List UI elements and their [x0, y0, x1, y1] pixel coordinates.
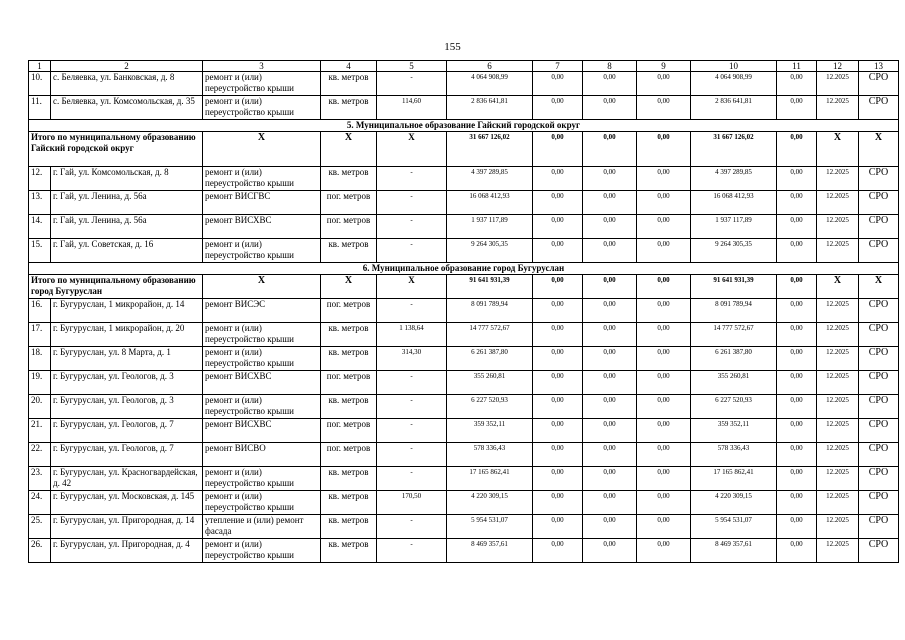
- area-cell: -: [377, 215, 447, 239]
- funding-cell: 0,00: [637, 96, 691, 120]
- other-cell: 0,00: [777, 539, 817, 563]
- section-heading-row: [29, 120, 899, 132]
- area-cell: 114,60: [377, 96, 447, 120]
- column-number-header: 4: [321, 61, 377, 72]
- fund-cell: 8 091 789,94: [691, 299, 777, 323]
- row-number: 24.: [29, 491, 51, 515]
- funding-cell: 0,00: [583, 371, 637, 395]
- deadline-cell: 12.2025: [817, 539, 859, 563]
- section-heading: 6. Муниципальное образование город Бугуруслан: [29, 263, 899, 275]
- row-number: 17.: [29, 323, 51, 347]
- row-number: 19.: [29, 371, 51, 395]
- table-row: [29, 539, 899, 563]
- unit-cell: пог. метров: [321, 191, 377, 215]
- funding-cell: 0,00: [637, 167, 691, 191]
- address-cell: с. Беляевка, ул. Комсомольская, д. 35: [51, 96, 203, 120]
- deadline-cell: 12.2025: [817, 371, 859, 395]
- column-number-header: 3: [203, 61, 321, 72]
- fund-cell: 4 220 309,15: [691, 491, 777, 515]
- unit-cell: кв. метров: [321, 239, 377, 263]
- other-cell: 0,00: [777, 347, 817, 371]
- total-cell: Х: [321, 132, 377, 167]
- funding-cell: 0,00: [583, 491, 637, 515]
- funding-cell: 0,00: [637, 299, 691, 323]
- work-type-cell: ремонт и (или) переустройство крыши: [203, 323, 321, 347]
- address-cell: г. Бугуруслан, ул. Красногвардейская, д. 42: [51, 467, 203, 491]
- table-row: [29, 323, 899, 347]
- method-cell: СРО: [859, 443, 899, 467]
- work-type-cell: ремонт и (или) переустройство крыши: [203, 239, 321, 263]
- cost-cell: 8 469 357,61: [447, 539, 533, 563]
- unit-cell: кв. метров: [321, 167, 377, 191]
- total-row: [29, 275, 899, 299]
- total-cell: 0,00: [533, 132, 583, 167]
- column-number-header: 8: [583, 61, 637, 72]
- funding-cell: 0,00: [583, 347, 637, 371]
- row-number: 11.: [29, 96, 51, 120]
- funding-cell: 0,00: [637, 491, 691, 515]
- total-cost-cell: 31 667 126,02: [447, 132, 533, 167]
- unit-cell: пог. метров: [321, 299, 377, 323]
- column-number-header: 5: [377, 61, 447, 72]
- total-cell: 0,00: [637, 275, 691, 299]
- column-number-header: 2: [51, 61, 203, 72]
- method-cell: СРО: [859, 515, 899, 539]
- method-cell: СРО: [859, 323, 899, 347]
- unit-cell: пог. метров: [321, 419, 377, 443]
- other-cell: 0,00: [777, 323, 817, 347]
- funding-cell: 0,00: [533, 191, 583, 215]
- cost-cell: 8 091 789,94: [447, 299, 533, 323]
- funding-cell: 0,00: [583, 443, 637, 467]
- address-cell: г. Гай, ул. Советская, д. 16: [51, 239, 203, 263]
- cost-cell: 2 836 641,81: [447, 96, 533, 120]
- area-cell: -: [377, 539, 447, 563]
- unit-cell: кв. метров: [321, 72, 377, 96]
- other-cell: 0,00: [777, 467, 817, 491]
- deadline-cell: 12.2025: [817, 215, 859, 239]
- funding-cell: 0,00: [583, 419, 637, 443]
- cost-cell: 17 165 862,41: [447, 467, 533, 491]
- total-cell: 0,00: [637, 132, 691, 167]
- method-cell: СРО: [859, 299, 899, 323]
- row-number: 22.: [29, 443, 51, 467]
- area-cell: -: [377, 515, 447, 539]
- funding-cell: 0,00: [583, 467, 637, 491]
- table-row: [29, 443, 899, 467]
- total-cell: Х: [321, 275, 377, 299]
- row-number: 20.: [29, 395, 51, 419]
- funding-cell: 0,00: [583, 515, 637, 539]
- cost-cell: 359 352,11: [447, 419, 533, 443]
- deadline-cell: 12.2025: [817, 323, 859, 347]
- total-cell: Х: [859, 132, 899, 167]
- address-cell: г. Гай, ул. Комсомольская, д. 8: [51, 167, 203, 191]
- funding-cell: 0,00: [533, 539, 583, 563]
- unit-cell: пог. метров: [321, 371, 377, 395]
- address-cell: г. Бугуруслан, ул. Геологов, д. 3: [51, 371, 203, 395]
- fund-cell: 6 261 387,80: [691, 347, 777, 371]
- funding-cell: 0,00: [637, 371, 691, 395]
- deadline-cell: 12.2025: [817, 347, 859, 371]
- method-cell: СРО: [859, 419, 899, 443]
- fund-cell: 8 469 357,61: [691, 539, 777, 563]
- row-number: 18.: [29, 347, 51, 371]
- cost-cell: 6 227 520,93: [447, 395, 533, 419]
- section-heading: 5. Муниципальное образование Гайский городской округ: [29, 120, 899, 132]
- funding-cell: 0,00: [583, 539, 637, 563]
- method-cell: СРО: [859, 215, 899, 239]
- cost-cell: 4 397 289,85: [447, 167, 533, 191]
- total-cell: 0,00: [583, 275, 637, 299]
- funding-cell: 0,00: [533, 467, 583, 491]
- fund-cell: 1 937 117,89: [691, 215, 777, 239]
- deadline-cell: 12.2025: [817, 491, 859, 515]
- table-row: [29, 191, 899, 215]
- funding-cell: 0,00: [533, 299, 583, 323]
- area-cell: 170,50: [377, 491, 447, 515]
- table-row: [29, 347, 899, 371]
- area-cell: 1 138,64: [377, 323, 447, 347]
- cost-cell: 355 260,81: [447, 371, 533, 395]
- row-number: 13.: [29, 191, 51, 215]
- table-row: [29, 239, 899, 263]
- area-cell: -: [377, 443, 447, 467]
- capital-repair-table: [28, 60, 899, 563]
- row-number: 16.: [29, 299, 51, 323]
- total-fund-cell: 31 667 126,02: [691, 132, 777, 167]
- total-cell: Х: [817, 275, 859, 299]
- address-cell: г. Гай, ул. Ленина, д. 56а: [51, 215, 203, 239]
- method-cell: СРО: [859, 239, 899, 263]
- other-cell: 0,00: [777, 491, 817, 515]
- work-type-cell: ремонт и (или) переустройство крыши: [203, 72, 321, 96]
- page-number: 155: [444, 41, 461, 53]
- fund-cell: 2 836 641,81: [691, 96, 777, 120]
- area-cell: -: [377, 299, 447, 323]
- row-number: 15.: [29, 239, 51, 263]
- work-type-cell: ремонт и (или) переустройство крыши: [203, 395, 321, 419]
- header-row: [29, 61, 899, 72]
- work-type-cell: ремонт и (или) переустройство крыши: [203, 467, 321, 491]
- area-cell: -: [377, 191, 447, 215]
- funding-cell: 0,00: [533, 72, 583, 96]
- total-cost-cell: 91 641 931,39: [447, 275, 533, 299]
- work-type-cell: ремонт и (или) переустройство крыши: [203, 539, 321, 563]
- funding-cell: 0,00: [583, 239, 637, 263]
- method-cell: СРО: [859, 72, 899, 96]
- cost-cell: 14 777 572,67: [447, 323, 533, 347]
- funding-cell: 0,00: [533, 371, 583, 395]
- area-cell: -: [377, 371, 447, 395]
- fund-cell: 4 397 289,85: [691, 167, 777, 191]
- funding-cell: 0,00: [637, 419, 691, 443]
- cost-cell: 4 220 309,15: [447, 491, 533, 515]
- funding-cell: 0,00: [533, 395, 583, 419]
- address-cell: г. Бугуруслан, ул. Геологов, д. 7: [51, 443, 203, 467]
- other-cell: 0,00: [777, 515, 817, 539]
- deadline-cell: 12.2025: [817, 419, 859, 443]
- funding-cell: 0,00: [637, 347, 691, 371]
- table-row: [29, 72, 899, 96]
- deadline-cell: 12.2025: [817, 239, 859, 263]
- unit-cell: кв. метров: [321, 347, 377, 371]
- fund-cell: 14 777 572,67: [691, 323, 777, 347]
- funding-cell: 0,00: [637, 191, 691, 215]
- deadline-cell: 12.2025: [817, 299, 859, 323]
- other-cell: 0,00: [777, 299, 817, 323]
- other-cell: 0,00: [777, 72, 817, 96]
- total-cell: Х: [203, 132, 321, 167]
- funding-cell: 0,00: [637, 239, 691, 263]
- work-type-cell: ремонт и (или) переустройство крыши: [203, 167, 321, 191]
- deadline-cell: 12.2025: [817, 467, 859, 491]
- table-row: [29, 299, 899, 323]
- deadline-cell: 12.2025: [817, 191, 859, 215]
- deadline-cell: 12.2025: [817, 443, 859, 467]
- total-cell: Х: [817, 132, 859, 167]
- total-fund-cell: 91 641 931,39: [691, 275, 777, 299]
- row-number: 14.: [29, 215, 51, 239]
- total-cell: Х: [377, 132, 447, 167]
- work-type-cell: ремонт ВИСВО: [203, 443, 321, 467]
- funding-cell: 0,00: [637, 395, 691, 419]
- table-row: [29, 467, 899, 491]
- other-cell: 0,00: [777, 371, 817, 395]
- address-cell: г. Бугуруслан, 1 микрорайон, д. 20: [51, 323, 203, 347]
- other-cell: 0,00: [777, 167, 817, 191]
- address-cell: г. Бугуруслан, ул. Геологов, д. 7: [51, 419, 203, 443]
- other-cell: 0,00: [777, 419, 817, 443]
- table-row: [29, 491, 899, 515]
- column-number-header: 12: [817, 61, 859, 72]
- deadline-cell: 12.2025: [817, 96, 859, 120]
- funding-cell: 0,00: [533, 323, 583, 347]
- work-type-cell: ремонт и (или) переустройство крыши: [203, 347, 321, 371]
- funding-cell: 0,00: [583, 299, 637, 323]
- table-body: [29, 61, 899, 563]
- address-cell: с. Беляевка, ул. Банковская, д. 8: [51, 72, 203, 96]
- total-cell: 0,00: [777, 275, 817, 299]
- table-row: [29, 371, 899, 395]
- cost-cell: 4 064 908,99: [447, 72, 533, 96]
- fund-cell: 5 954 531,07: [691, 515, 777, 539]
- area-cell: -: [377, 467, 447, 491]
- funding-cell: 0,00: [533, 96, 583, 120]
- unit-cell: кв. метров: [321, 96, 377, 120]
- fund-cell: 6 227 520,93: [691, 395, 777, 419]
- work-type-cell: ремонт ВИСЭС: [203, 299, 321, 323]
- row-number: 23.: [29, 467, 51, 491]
- cost-cell: 16 068 412,93: [447, 191, 533, 215]
- unit-cell: пог. метров: [321, 443, 377, 467]
- deadline-cell: 12.2025: [817, 395, 859, 419]
- unit-cell: кв. метров: [321, 539, 377, 563]
- row-number: 12.: [29, 167, 51, 191]
- funding-cell: 0,00: [583, 215, 637, 239]
- unit-cell: кв. метров: [321, 323, 377, 347]
- row-number: 10.: [29, 72, 51, 96]
- fund-cell: 16 068 412,93: [691, 191, 777, 215]
- deadline-cell: 12.2025: [817, 515, 859, 539]
- table-row: [29, 96, 899, 120]
- work-type-cell: ремонт и (или) переустройство крыши: [203, 96, 321, 120]
- funding-cell: 0,00: [583, 395, 637, 419]
- total-cell: Х: [203, 275, 321, 299]
- method-cell: СРО: [859, 96, 899, 120]
- method-cell: СРО: [859, 539, 899, 563]
- total-cell: Х: [377, 275, 447, 299]
- unit-cell: пог. метров: [321, 215, 377, 239]
- total-label: Итого по муниципальному образованию Гайский городской округ: [29, 132, 203, 167]
- other-cell: 0,00: [777, 96, 817, 120]
- funding-cell: 0,00: [533, 419, 583, 443]
- table-row: [29, 395, 899, 419]
- funding-cell: 0,00: [637, 467, 691, 491]
- method-cell: СРО: [859, 395, 899, 419]
- column-number-header: 13: [859, 61, 899, 72]
- row-number: 26.: [29, 539, 51, 563]
- address-cell: г. Бугуруслан, ул. Пригородная, д. 14: [51, 515, 203, 539]
- fund-cell: 4 064 908,99: [691, 72, 777, 96]
- total-label: Итого по муниципальному образованию город Бугуруслан: [29, 275, 203, 299]
- funding-cell: 0,00: [637, 515, 691, 539]
- funding-cell: 0,00: [583, 72, 637, 96]
- funding-cell: 0,00: [533, 239, 583, 263]
- deadline-cell: 12.2025: [817, 72, 859, 96]
- funding-cell: 0,00: [583, 191, 637, 215]
- funding-cell: 0,00: [583, 96, 637, 120]
- column-number-header: 6: [447, 61, 533, 72]
- column-number-header: 7: [533, 61, 583, 72]
- method-cell: СРО: [859, 467, 899, 491]
- work-type-cell: ремонт ВИСХВС: [203, 371, 321, 395]
- column-number-header: 11: [777, 61, 817, 72]
- area-cell: -: [377, 167, 447, 191]
- other-cell: 0,00: [777, 191, 817, 215]
- method-cell: СРО: [859, 371, 899, 395]
- work-type-cell: ремонт ВИСГВС: [203, 191, 321, 215]
- deadline-cell: 12.2025: [817, 167, 859, 191]
- column-number-header: 9: [637, 61, 691, 72]
- cost-cell: 1 937 117,89: [447, 215, 533, 239]
- fund-cell: 17 165 862,41: [691, 467, 777, 491]
- funding-cell: 0,00: [637, 323, 691, 347]
- table-row: [29, 419, 899, 443]
- area-cell: -: [377, 419, 447, 443]
- cost-cell: 9 264 305,35: [447, 239, 533, 263]
- method-cell: СРО: [859, 167, 899, 191]
- total-cell: Х: [859, 275, 899, 299]
- funding-cell: 0,00: [533, 491, 583, 515]
- funding-cell: 0,00: [533, 347, 583, 371]
- other-cell: 0,00: [777, 215, 817, 239]
- method-cell: СРО: [859, 347, 899, 371]
- table-row: [29, 515, 899, 539]
- cost-cell: 6 261 387,80: [447, 347, 533, 371]
- work-type-cell: ремонт ВИСХВС: [203, 419, 321, 443]
- address-cell: г. Бугуруслан, ул. Пригородная, д. 4: [51, 539, 203, 563]
- funding-cell: 0,00: [533, 443, 583, 467]
- address-cell: г. Бугуруслан, ул. Геологов, д. 3: [51, 395, 203, 419]
- row-number: 21.: [29, 419, 51, 443]
- total-cell: 0,00: [533, 275, 583, 299]
- unit-cell: кв. метров: [321, 395, 377, 419]
- address-cell: г. Бугуруслан, 1 микрорайон, д. 14: [51, 299, 203, 323]
- funding-cell: 0,00: [637, 539, 691, 563]
- column-number-header: 10: [691, 61, 777, 72]
- funding-cell: 0,00: [637, 215, 691, 239]
- row-number: 25.: [29, 515, 51, 539]
- funding-cell: 0,00: [583, 323, 637, 347]
- area-cell: -: [377, 239, 447, 263]
- column-number-header: 1: [29, 61, 51, 72]
- cost-cell: 5 954 531,07: [447, 515, 533, 539]
- other-cell: 0,00: [777, 395, 817, 419]
- other-cell: 0,00: [777, 443, 817, 467]
- method-cell: СРО: [859, 191, 899, 215]
- table-row: [29, 215, 899, 239]
- work-type-cell: ремонт ВИСХВС: [203, 215, 321, 239]
- address-cell: г. Бугуруслан, ул. Московская, д. 145: [51, 491, 203, 515]
- total-row: [29, 132, 899, 167]
- fund-cell: 359 352,11: [691, 419, 777, 443]
- fund-cell: 355 260,81: [691, 371, 777, 395]
- section-heading-row: [29, 263, 899, 275]
- work-type-cell: ремонт и (или) переустройство крыши: [203, 491, 321, 515]
- funding-cell: 0,00: [533, 167, 583, 191]
- unit-cell: кв. метров: [321, 491, 377, 515]
- method-cell: СРО: [859, 491, 899, 515]
- area-cell: -: [377, 72, 447, 96]
- fund-cell: 578 336,43: [691, 443, 777, 467]
- address-cell: г. Бугуруслан, ул. 8 Марта, д. 1: [51, 347, 203, 371]
- funding-cell: 0,00: [533, 515, 583, 539]
- funding-cell: 0,00: [583, 167, 637, 191]
- address-cell: г. Гай, ул. Ленина, д. 56а: [51, 191, 203, 215]
- unit-cell: кв. метров: [321, 467, 377, 491]
- unit-cell: кв. метров: [321, 515, 377, 539]
- total-cell: 0,00: [583, 132, 637, 167]
- funding-cell: 0,00: [533, 215, 583, 239]
- cost-cell: 578 336,43: [447, 443, 533, 467]
- other-cell: 0,00: [777, 239, 817, 263]
- total-cell: 0,00: [777, 132, 817, 167]
- area-cell: 314,30: [377, 347, 447, 371]
- work-type-cell: утепление и (или) ремонт фасада: [203, 515, 321, 539]
- funding-cell: 0,00: [637, 443, 691, 467]
- table-row: [29, 167, 899, 191]
- funding-cell: 0,00: [637, 72, 691, 96]
- area-cell: -: [377, 395, 447, 419]
- fund-cell: 9 264 305,35: [691, 239, 777, 263]
